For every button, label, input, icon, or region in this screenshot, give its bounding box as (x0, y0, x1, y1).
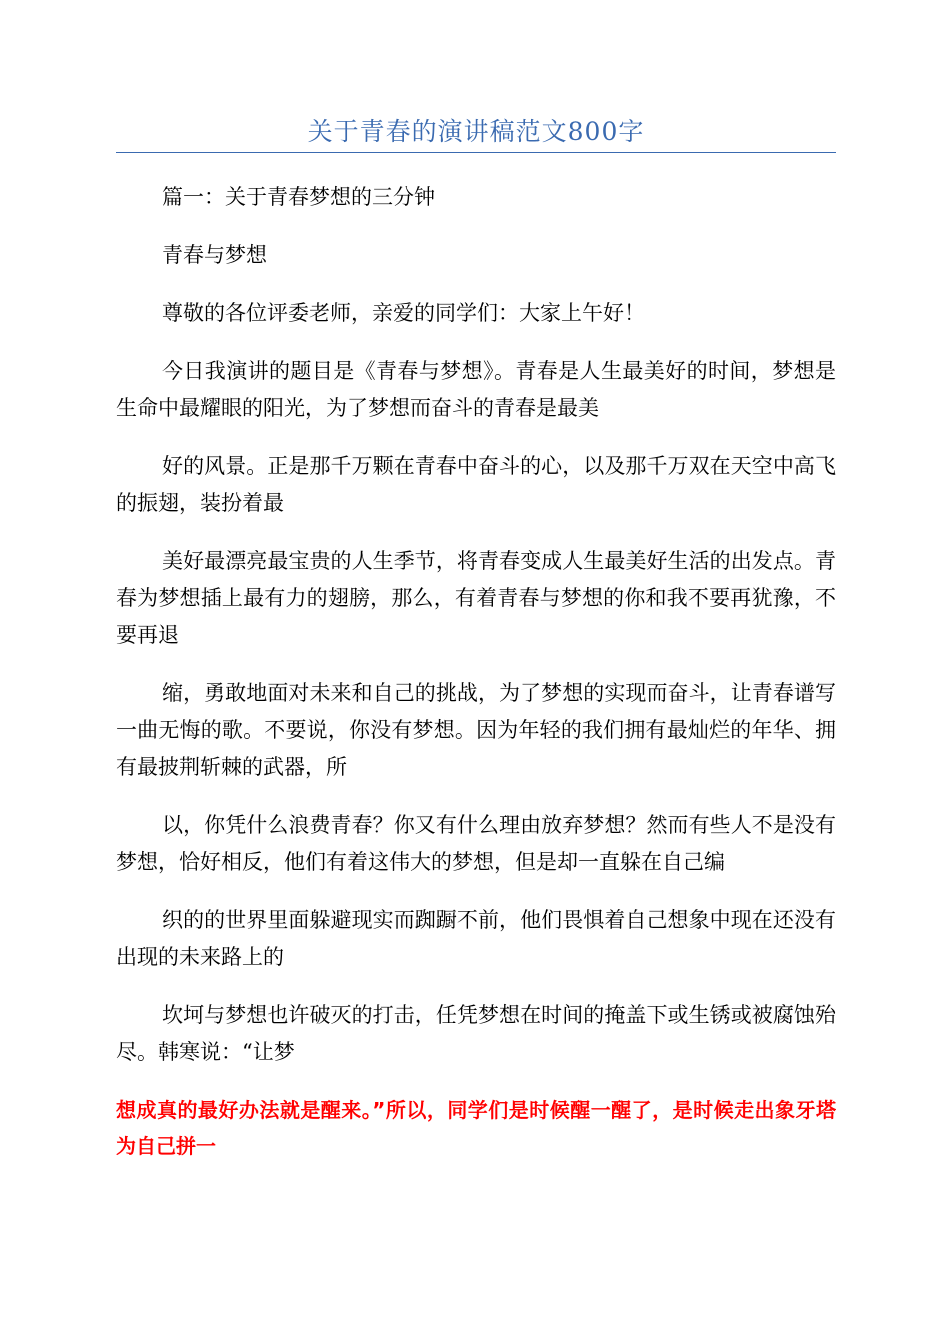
paragraph: 美好最漂亮最宝贵的人生季节，将青春变成人生最美好生活的出发点。青春为梦想插上最有力的翅膀，那么，有着青春与梦想的你和我不要再犹豫，不要再退 (116, 549, 836, 647)
paragraph: 今日我演讲的题目是《青春与梦想》。青春是人生最美好的时间，梦想是生命中最耀眼的阳光，为了梦想而奋斗的青春是最美 (116, 359, 836, 420)
paragraph: 织的的世界里面躲避现实而踟蹰不前，他们畏惧着自己想象中现在还没有出现的未来路上的 (116, 908, 836, 969)
emphasis-paragraph: 想成真的最好办法就是醒来。”所以，同学们是时候醒一醒了，是时候走出象牙塔为自己拼一 (116, 1098, 836, 1158)
paragraph: 篇一：关于青春梦想的三分钟 (162, 185, 435, 209)
document-page (116, 112, 836, 1185)
document-body (116, 179, 836, 1164)
title-underline (116, 152, 836, 153)
paragraph: 以，你凭什么浪费青春？你又有什么理由放弃梦想？然而有些人不是没有梦想，恰好相反，他们有着这伟大的梦想，但是却一直躲在自己编 (116, 813, 836, 874)
paragraph: 尊敬的各位评委老师，亲爱的同学们：大家上午好！ (162, 301, 645, 325)
document-title: 关于青春的演讲稿范文800字 (307, 117, 645, 146)
paragraph: 缩，勇敢地面对未来和自己的挑战，为了梦想的实现而奋斗，让青春谱写一曲无悔的歌。不要说，你没有梦想。因为年轻的我们拥有最灿烂的年华、拥有最披荆斩棘的武器，所 (116, 681, 836, 779)
paragraph: 好的风景。正是那千万颗在青春中奋斗的心，以及那千万双在天空中高飞的振翅，装扮着最 (116, 454, 836, 515)
paragraph: 坎坷与梦想也许破灭的打击，任凭梦想在时间的掩盖下或生锈或被腐蚀殆尽。韩寒说：“让梦 (116, 1003, 836, 1064)
paragraph: 青春与梦想 (162, 243, 267, 267)
